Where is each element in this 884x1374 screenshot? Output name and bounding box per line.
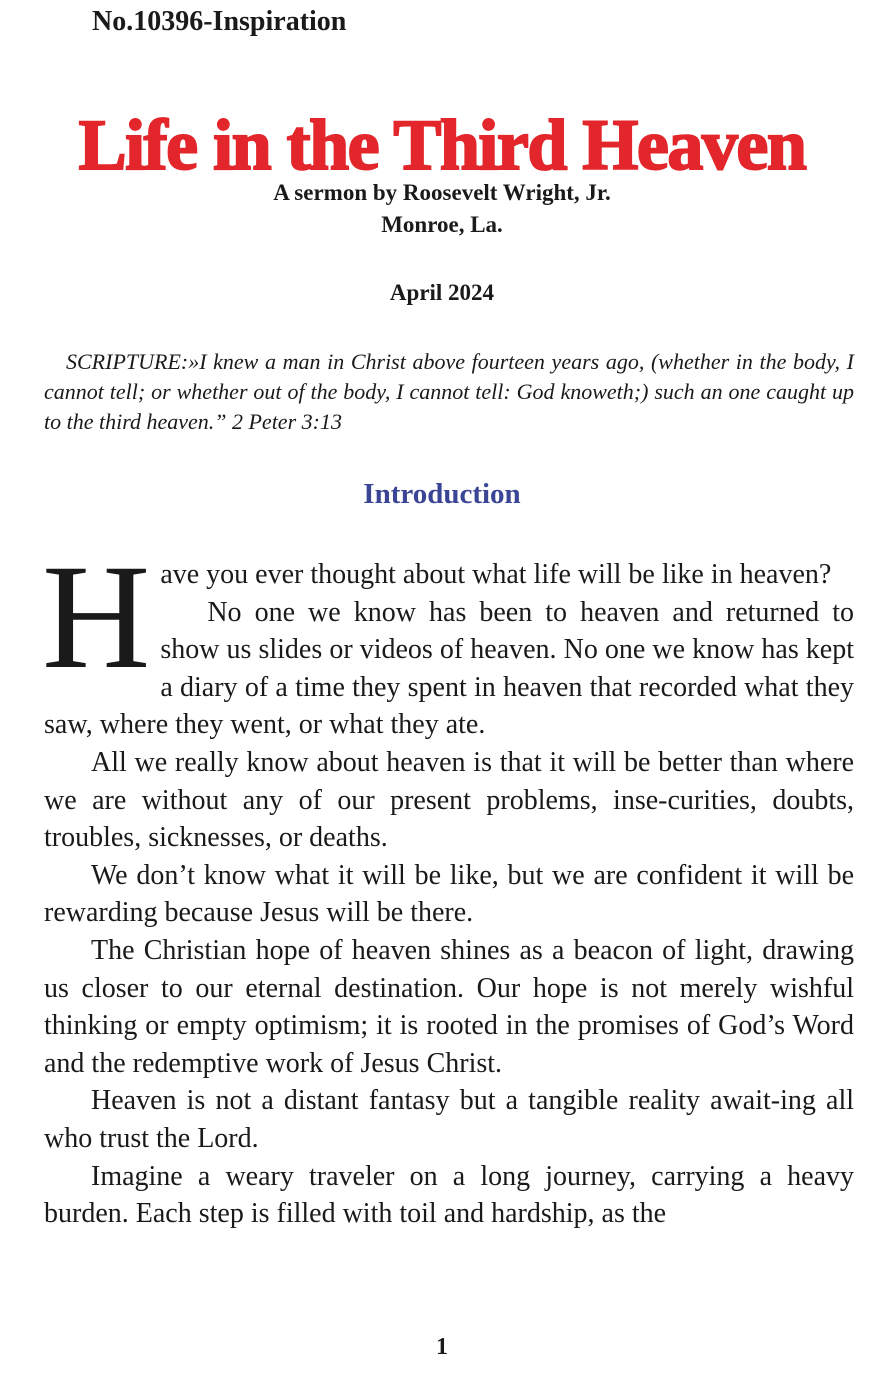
series-number: No.10396-Inspiration [92, 6, 347, 37]
body-text [42, 534, 854, 1233]
paragraph-1 [44, 556, 854, 594]
paragraph-5: The Christian hope of heaven shines as a beacon of light, drawing us closer to our eternal destination. Our hope is not merely wishful thinking or empty optimism; it is rooted in the promises of God’s Word and the redemptive work of Jesus Christ. [44, 934, 854, 1079]
sermon-title: Life in the Third Heaven [78, 105, 806, 185]
paragraph-2-text: No one we know has been to heaven and returned to show us slides or videos of heaven. No one we know has kept a diary of a time they spent in heaven that recorded what they saw, where they went, or what they ate. [44, 596, 854, 741]
date-line: April 2024 [389, 280, 495, 305]
scripture-quote: SCRIPTURE:»I knew a man in Christ above fourteen years ago, (whether in the body, I cannot tell; or whether out of the body, I cannot tell: God knoweth;) such an one caught up to the third heaven.” 2 Peter 3:13 [44, 349, 854, 434]
paragraph-1-text: ave you ever thought about what life will be like in heaven? [160, 559, 832, 590]
paragraph-4: We don’t know what it will be like, but we are confident it will be rewarding because Jesus will be there. [44, 859, 854, 929]
author-line: A sermon by Roosevelt Wright, Jr. [273, 180, 611, 205]
drop-cap: H [42, 534, 151, 700]
paragraph-7: Imagine a weary traveler on a long journey, carrying a heavy burden. Each step is filled with toil and hardship, as the [44, 1160, 854, 1230]
paragraph-2 [44, 594, 854, 744]
location-line: Monroe, La. [381, 212, 503, 237]
section-heading: Introduction [363, 478, 521, 510]
paragraph-3: All we really know about heaven is that it will be better than where we are without any of our present problems, inse-curities, doubts, troubles, sicknesses, or deaths. [44, 746, 854, 854]
paragraph-6: Heaven is not a distant fantasy but a tangible reality await-ing all who trust the Lord. [44, 1085, 854, 1154]
page-number: 1 [436, 1334, 448, 1360]
